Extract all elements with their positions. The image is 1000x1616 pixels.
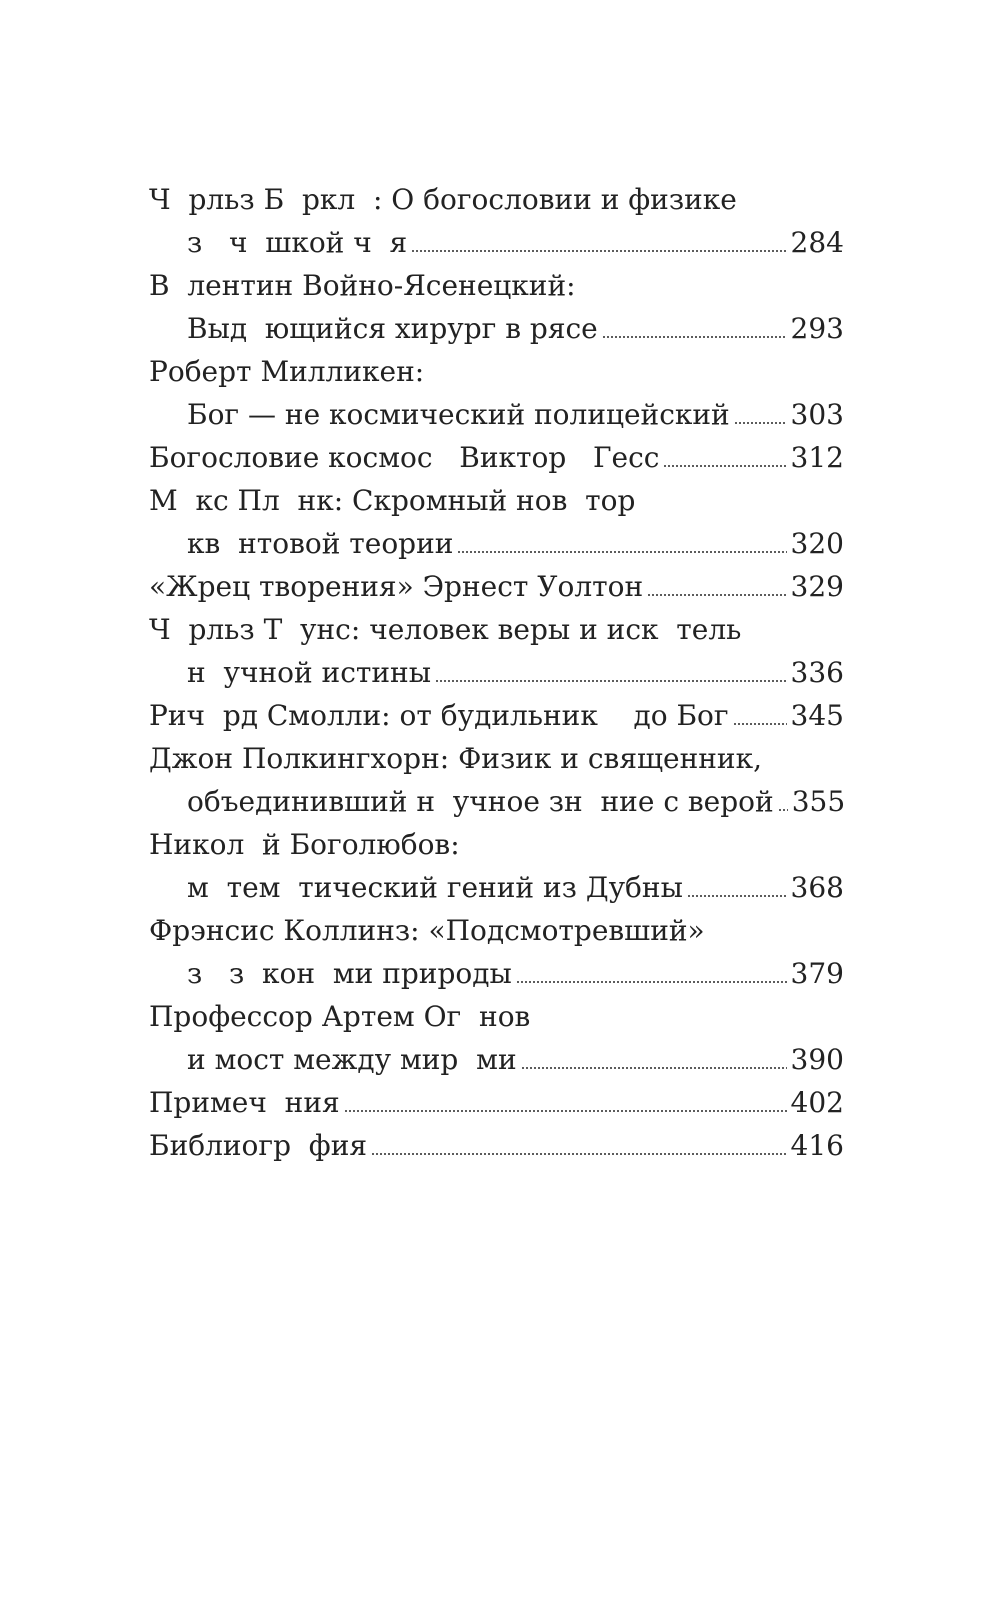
toc-entry (149, 608, 844, 694)
dot-leader (733, 722, 787, 726)
toc-entry (149, 178, 844, 264)
toc-entry-title-cont: Выд ющийся хирург в рясе (187, 312, 598, 345)
toc-entry-title-cont: кв нтовой теории (187, 527, 454, 560)
toc-entry (149, 565, 844, 608)
toc-page-number: 379 (790, 957, 844, 990)
toc-entry (149, 350, 844, 436)
toc-entry (149, 823, 844, 909)
toc-entry-title-cont: и мост между мир ми (187, 1043, 517, 1076)
toc-entry (149, 479, 844, 565)
dot-leader (521, 1066, 787, 1070)
toc-page-number: 284 (790, 226, 844, 259)
dot-leader (371, 1152, 787, 1156)
toc-entry (149, 1124, 844, 1167)
toc-page-number: 390 (790, 1043, 844, 1076)
dot-leader (516, 980, 787, 984)
toc-page-number: 336 (790, 656, 844, 689)
toc-page-number: 355 (791, 785, 846, 818)
toc-entry (149, 737, 844, 823)
toc-entry-title-cont: м тем тический гений из Дубны (187, 871, 683, 904)
toc-entry-title: Примеч ния (149, 1086, 340, 1119)
toc-entry-title-cont: н учной истины (187, 656, 431, 689)
toc-entry (149, 436, 844, 479)
dot-leader (457, 550, 786, 554)
dot-leader (663, 464, 786, 468)
toc-entry-title: М кс Пл нк: Скромный нов тор (149, 484, 636, 517)
toc-entry-title-cont: з ч шкой ч я (187, 226, 408, 259)
toc-entry (149, 1081, 844, 1124)
toc-entry-title: Ч рльз Б ркл : О богословии и физике (149, 183, 737, 216)
toc-entry-title: Джон Полкингхорн: Физик и священник, (149, 742, 762, 775)
toc-entry-title: Никол й Боголюбов: (149, 828, 460, 861)
toc-page-number: 312 (790, 441, 844, 474)
toc-page-number: 320 (790, 527, 844, 560)
toc-entry-title: В лентин Войно-Ясенецкий: (149, 269, 576, 302)
toc-entry-title-cont: объединивший н учное зн ние с верой (187, 785, 774, 818)
toc-page-number: 416 (790, 1129, 844, 1162)
toc-entry-title: Ч рльз Т унс: человек веры и иск тель (149, 613, 742, 646)
toc-page-number: 293 (790, 312, 844, 345)
dot-leader (435, 679, 787, 683)
toc-entry-title: Библиогр фия (149, 1129, 368, 1162)
toc-page-number: 345 (790, 699, 844, 732)
toc-page-number: 329 (790, 570, 844, 603)
toc-entry-title: Богословие космос Виктор Гесс (149, 441, 660, 474)
toc-entry-title-cont: з з кон ми природы (187, 957, 512, 990)
dot-leader (344, 1109, 787, 1113)
toc-entry-title: Профессор Артем Ог нов (149, 1000, 531, 1033)
dot-leader (687, 894, 787, 898)
toc-entry-title: Рич рд Смолли: от будильник до Бог (149, 699, 729, 732)
toc-page-number: 402 (790, 1086, 844, 1119)
toc-entry (149, 909, 844, 995)
dot-leader (778, 808, 788, 812)
dot-leader (647, 593, 786, 597)
dot-leader (602, 335, 787, 339)
table-of-contents (149, 178, 844, 1167)
toc-page-number: 368 (790, 871, 844, 904)
toc-entry-title: «Жрец творения» Эрнест Уолтон (149, 570, 644, 603)
toc-entry (149, 694, 844, 737)
toc-entry-title-cont: Бог — не космический полицейский (187, 398, 730, 431)
dot-leader (734, 421, 787, 425)
toc-entry-title: Фрэнсис Коллинз: «Подсмотревший» (149, 914, 705, 947)
toc-entry (149, 264, 844, 350)
toc-page-number: 303 (790, 398, 844, 431)
dot-leader (411, 249, 786, 253)
toc-entry (149, 995, 844, 1081)
toc-entry-title: Роберт Милликен: (149, 355, 425, 388)
